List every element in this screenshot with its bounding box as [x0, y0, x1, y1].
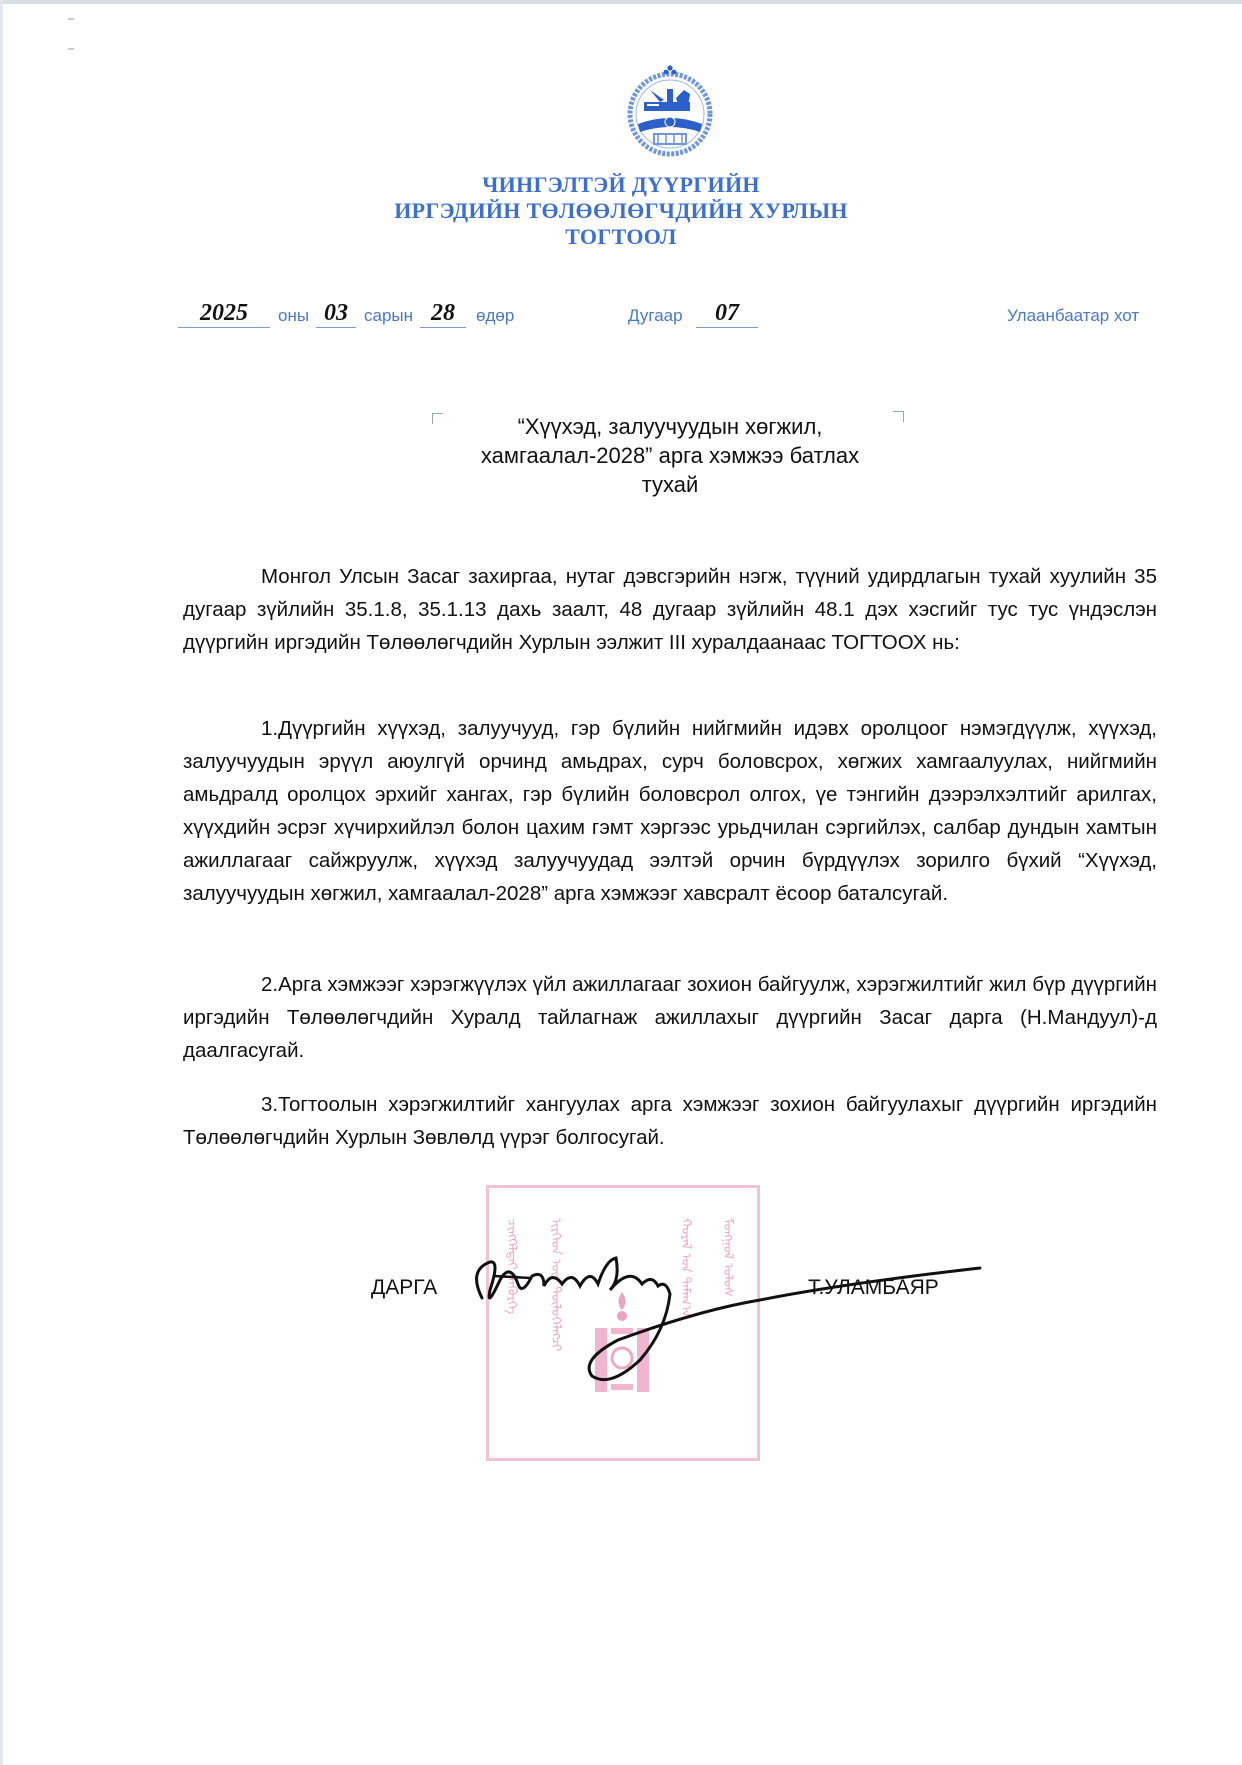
preamble-paragraph: [183, 560, 1157, 659]
signatory-name: Т.УЛАМБАЯР: [808, 1276, 939, 1299]
header-line-council: ИРГЭДИЙН ТӨЛӨӨЛӨГЧДИЙН ХУРЛЫН: [394, 198, 848, 223]
title-line: тухай: [641, 472, 699, 497]
document-number: 07: [696, 300, 758, 328]
page-edge: [0, 0, 3, 1765]
resolution-item-text: 2.Арга хэмжээг хэрэгжүүлэх үйл ажиллагааг зохион байгуулж, хэрэгжилтийг жил бүр дүүргийн иргэдийн Төлөөлөгчдийн Хуралд тайлагнаж ажиллахыг дүүргийн Засаг дарга (Н.Мандуул)-д даалгасугай.: [183, 973, 1157, 1062]
resolution-item-text: 3.Тогтоолын хэрэгжилтийг хангуулах арга хэмжээг зохион байгуулахыг дүүргийн иргэдийн Төлөөлөгчдийн Хурлын Зөвлөлд үүрэг болгосугай.: [183, 1093, 1157, 1149]
scan-mark: [68, 48, 74, 50]
page-edge: [0, 0, 1242, 4]
organization-header: [0, 172, 1242, 250]
location: Улаанбаатар хот: [1007, 306, 1140, 325]
date-day-label: өдөр: [476, 306, 515, 325]
signatory-position: ДАРГА: [371, 1276, 438, 1299]
date-month-label: сарын: [364, 306, 414, 325]
date-year-label: оны: [278, 306, 310, 325]
resolution-item-3: [183, 1088, 1157, 1154]
stamp-script-column: ᠢᠷᠭᠡᠳ ᠦᠨ ᠲᠥᠯᠥᠭᠡᠯᠡᠭᠴᠢ: [548, 1218, 563, 1352]
handwritten-signature-icon: [460, 1240, 1020, 1390]
resolution-item-1: [183, 712, 1157, 910]
mongolia-state-emblem-icon: [620, 62, 720, 162]
stamp-script-column: ᠮᠣᠩᠭᠣᠯ ᠤᠯᠤᠰ: [720, 1218, 735, 1298]
stamp-script-column: ᠴᠢᠩᠭᠡᠯᠲᠡᠢ ᠳᠡᠭᠦᠷᠭᠡ: [504, 1218, 519, 1315]
resolution-item-text: 1.Дүүргийн хүүхэд, залуучууд, гэр бүлийн нийгмийн идэвх оролцоог нэмэгдүүлж, хүүхэд, залуучуудын эрүүл аюулгүй орчинд амьдрах, сурч боловсрох, хөгжих хамгаалуулах, нийгмийн амьдралд оролцох эрхийг хангах, гэр бүлийн боловсрол олгох, үе тэнгийн дээрэлхэлтийг арилгах, хүүхдийн эсрэг хүчирхийлэл болон цахим гэмт хэргээс урьдчилан сэргийлэх, салбар дундын хамтын ажиллагааг сайжруулж, хүүхэд залуучуудад ээлтэй орчин бүрдүүлэх зорилго бүхий “Хүүхэд, залуучуудын хөгжил, хамгаалал-2028” арга хэмжээг хавсралт ёсоор баталсугай.: [183, 717, 1157, 905]
document-number-label: Дугаар: [628, 306, 683, 325]
date-month: 03: [316, 300, 356, 328]
title-line: “Хүүхэд, залуучуудын хөгжил,: [517, 414, 823, 439]
scan-mark: [68, 18, 74, 20]
resolution-title: [370, 412, 970, 499]
stamp-script-column: ᠬᠤᠷᠠᠯ ᠤᠨ ᠲᠠᠮᠠᠭ᠎ᠠ: [678, 1218, 693, 1318]
header-line-district: ЧИНГЭЛТЭЙ ДҮҮРГИЙН: [482, 172, 760, 197]
document-meta-line: [0, 296, 1242, 336]
header-line-resolution: ТОГТООЛ: [565, 224, 677, 249]
title-line: хамгаалал-2028” арга хэмжээ батлах: [480, 443, 860, 468]
date-year: 2025: [178, 300, 270, 328]
date-day: 28: [420, 300, 466, 328]
resolution-item-2: [183, 968, 1157, 1067]
preamble-text: Монгол Улсын Засаг захиргаа, нутаг дэвсгэрийн нэгж, түүний удирдлагын тухай хуулийн 35 дугаар зүйлийн 35.1.8, 35.1.13 дахь заалт, 48 дугаар зүйлийн 48.1 дэх хэсгийг тус тус үндэслэн дүүргийн иргэдийн Төлөөлөгчдийн Хурлын ээлжит III хуралдаанаас ТОГТООХ нь:: [183, 565, 1157, 654]
